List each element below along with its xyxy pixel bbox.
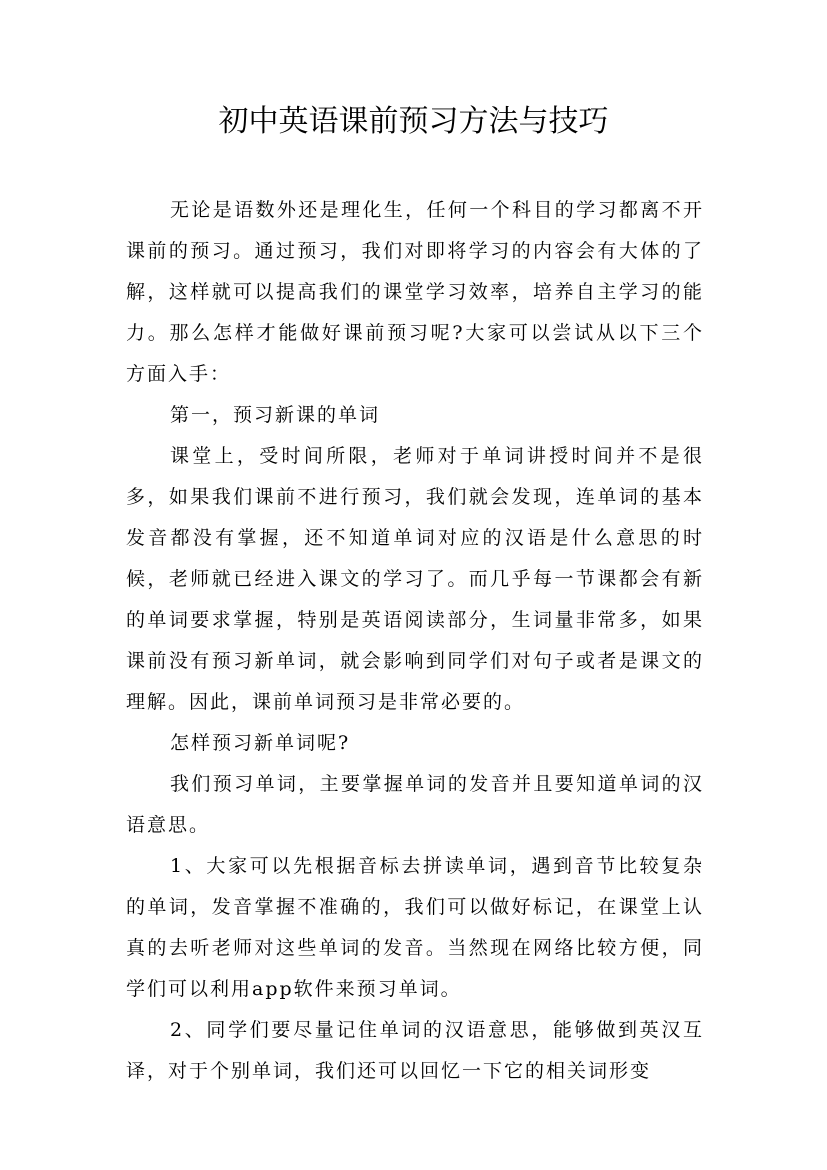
document-body (126, 190, 704, 1092)
paragraph-classroom: 课堂上，受时间所限，老师对于单词讲授时间并不是很多，如果我们课前不进行预习，我们就会发现，连单词的基本发音都没有掌握，还不知道单词对应的汉语是什么意思的时候，老师就已经进入课文的学习了。而几乎每一节课都会有新的单词要求掌握，特别是英语阅读部分，生词量非常多，如果课前没有预习新单词，就会影响到同学们对句子或者是课文的理解。因此，课前单词预习是非常必要的。 (126, 445, 704, 713)
paragraph-preview-words: 我们预习单词，主要掌握单词的发音并且要知道单词的汉语意思。 (126, 773, 704, 836)
paragraph-heading-first: 第一，预习新课的单词 (170, 404, 381, 426)
paragraph-step-1: 1、大家可以先根据音标去拼读单词，遇到音节比较复杂的单词，发音掌握不准确的，我们可以做好标记，在课堂上认真的去听老师对这些单词的发音。当然现在网络比较方便，同学们可以利用app软件来预习单词。 (126, 855, 704, 1000)
paragraph-step-2: 2、同学们要尽量记住单词的汉语意思，能够做到英汉互译，对于个别单词，我们还可以回忆一下它的相关词形变 (126, 1019, 704, 1082)
paragraph-how-question: 怎样预习新单词呢? (170, 732, 351, 754)
document-title: 初中英语课前预习方法与技巧 (218, 104, 609, 139)
paragraph-intro: 无论是语数外还是理化生，任何一个科目的学习都离不开课前的预习。通过预习，我们对即将学习的内容会有大体的了解，这样就可以提高我们的课堂学习效率，培养自主学习的能力。那么怎样才能做好课前预习呢?大家可以尝试从以下三个方面入手： (126, 199, 704, 385)
